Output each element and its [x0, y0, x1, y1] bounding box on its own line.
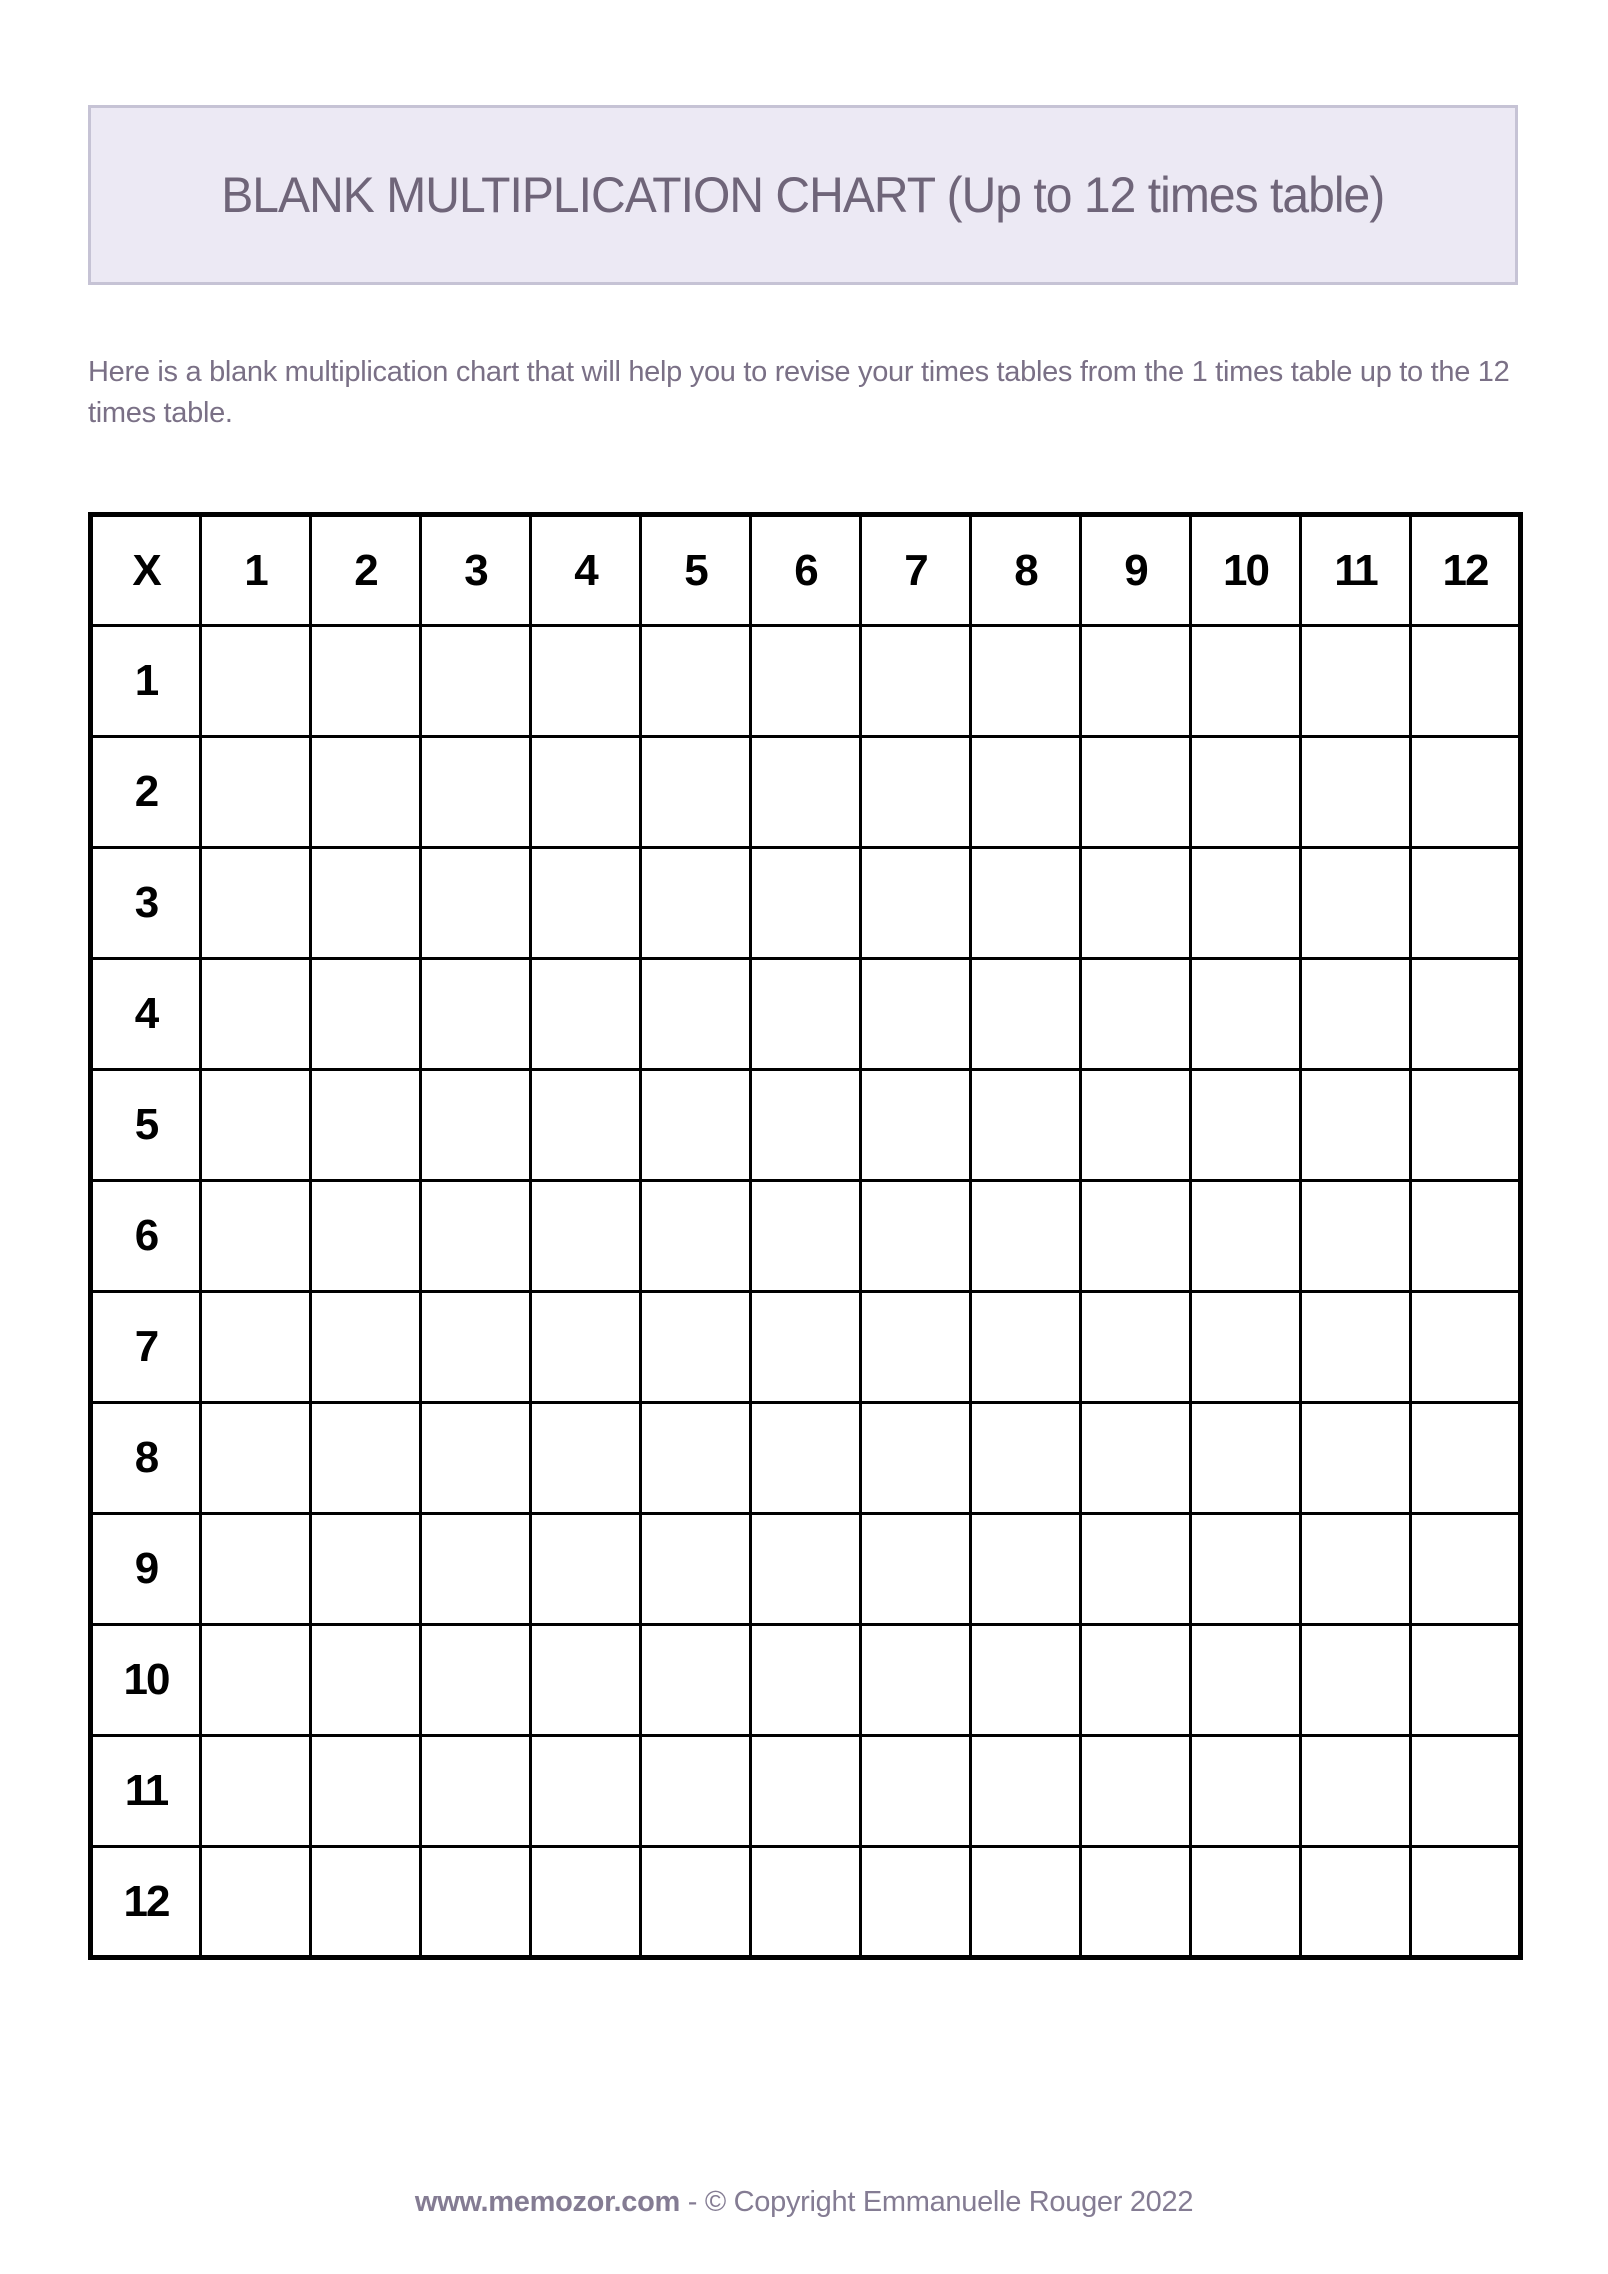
- empty-cell: [1411, 1514, 1521, 1625]
- empty-cell: [1191, 959, 1301, 1070]
- empty-cell: [1301, 626, 1411, 737]
- empty-cell: [531, 737, 641, 848]
- empty-cell: [531, 626, 641, 737]
- empty-cell: [641, 1181, 751, 1292]
- empty-cell: [861, 848, 971, 959]
- table-row: [91, 1736, 1521, 1847]
- empty-cell: [1301, 1847, 1411, 1958]
- footer-separator: -: [679, 2186, 705, 2218]
- empty-cell: [861, 626, 971, 737]
- empty-cell: [641, 1736, 751, 1847]
- empty-cell: [201, 1070, 311, 1181]
- empty-cell: [421, 848, 531, 959]
- empty-cell: [531, 1292, 641, 1403]
- empty-cell: [531, 1625, 641, 1736]
- table-corner-cell: X: [91, 515, 201, 626]
- empty-cell: [311, 1514, 421, 1625]
- intro-text: Here is a blank multiplication chart that will help you to revise your times tables from the 1 times table up to the 12 times table.: [88, 356, 1510, 430]
- empty-cell: [1411, 1292, 1521, 1403]
- row-header-cell: 4: [91, 959, 201, 1070]
- empty-cell: [751, 1181, 861, 1292]
- multiplication-table: [88, 512, 1523, 1960]
- empty-cell: [421, 737, 531, 848]
- empty-cell: [641, 959, 751, 1070]
- empty-cell: [861, 1292, 971, 1403]
- empty-cell: [531, 848, 641, 959]
- empty-cell: [1301, 1181, 1411, 1292]
- table-row: [91, 1070, 1521, 1181]
- column-header-cell: 7: [861, 515, 971, 626]
- empty-cell: [421, 959, 531, 1070]
- empty-cell: [1081, 737, 1191, 848]
- empty-cell: [971, 1181, 1081, 1292]
- table-row: [91, 1514, 1521, 1625]
- title-box: [88, 105, 1518, 285]
- footer-copyright-text: © Copyright Emmanuelle Rouger 2022: [704, 2186, 1194, 2218]
- table-row: [91, 1847, 1521, 1958]
- empty-cell: [311, 959, 421, 1070]
- column-header-cell: 1: [201, 515, 311, 626]
- empty-cell: [1411, 1070, 1521, 1181]
- empty-cell: [751, 1625, 861, 1736]
- column-header-cell: 10: [1191, 515, 1301, 626]
- empty-cell: [1081, 626, 1191, 737]
- empty-cell: [1191, 1736, 1301, 1847]
- empty-cell: [1191, 626, 1301, 737]
- empty-cell: [1301, 848, 1411, 959]
- empty-cell: [311, 1292, 421, 1403]
- empty-cell: [751, 1736, 861, 1847]
- empty-cell: [1301, 1736, 1411, 1847]
- empty-cell: [1191, 1403, 1301, 1514]
- empty-cell: [971, 626, 1081, 737]
- empty-cell: [751, 848, 861, 959]
- empty-cell: [971, 1847, 1081, 1958]
- empty-cell: [861, 1181, 971, 1292]
- page-title: BLANK MULTIPLICATION CHART (Up to 12 times table): [221, 167, 1385, 223]
- empty-cell: [1081, 1625, 1191, 1736]
- empty-cell: [531, 1514, 641, 1625]
- empty-cell: [1191, 848, 1301, 959]
- empty-cell: [1191, 1514, 1301, 1625]
- empty-cell: [1191, 1181, 1301, 1292]
- footer: [0, 2186, 1608, 2219]
- column-header-cell: 11: [1301, 515, 1411, 626]
- table-header-row: [91, 515, 1521, 626]
- empty-cell: [1081, 1292, 1191, 1403]
- table-row: [91, 959, 1521, 1070]
- empty-cell: [1081, 1181, 1191, 1292]
- empty-cell: [421, 1847, 531, 1958]
- empty-cell: [1411, 1403, 1521, 1514]
- empty-cell: [421, 1181, 531, 1292]
- empty-cell: [1301, 1292, 1411, 1403]
- empty-cell: [1301, 1514, 1411, 1625]
- empty-cell: [861, 1403, 971, 1514]
- empty-cell: [751, 1403, 861, 1514]
- column-header-cell: 8: [971, 515, 1081, 626]
- empty-cell: [1081, 848, 1191, 959]
- column-header-cell: 12: [1411, 515, 1521, 626]
- empty-cell: [971, 1403, 1081, 1514]
- empty-cell: [1301, 1070, 1411, 1181]
- row-header-cell: 9: [91, 1514, 201, 1625]
- empty-cell: [531, 959, 641, 1070]
- column-header-cell: 3: [421, 515, 531, 626]
- empty-cell: [421, 626, 531, 737]
- table-row: [91, 1181, 1521, 1292]
- empty-cell: [311, 1847, 421, 1958]
- empty-cell: [1191, 737, 1301, 848]
- column-header-cell: 5: [641, 515, 751, 626]
- empty-cell: [641, 626, 751, 737]
- empty-cell: [751, 737, 861, 848]
- empty-cell: [311, 1736, 421, 1847]
- column-header-cell: 9: [1081, 515, 1191, 626]
- empty-cell: [1411, 959, 1521, 1070]
- empty-cell: [531, 1181, 641, 1292]
- empty-cell: [201, 1514, 311, 1625]
- empty-cell: [201, 626, 311, 737]
- empty-cell: [641, 1292, 751, 1403]
- row-header-cell: 8: [91, 1403, 201, 1514]
- empty-cell: [751, 626, 861, 737]
- empty-cell: [861, 737, 971, 848]
- empty-cell: [531, 1736, 641, 1847]
- empty-cell: [751, 959, 861, 1070]
- empty-cell: [1301, 1403, 1411, 1514]
- empty-cell: [861, 959, 971, 1070]
- column-header-cell: 4: [531, 515, 641, 626]
- empty-cell: [1301, 1625, 1411, 1736]
- empty-cell: [311, 848, 421, 959]
- empty-cell: [641, 1403, 751, 1514]
- empty-cell: [971, 1070, 1081, 1181]
- empty-cell: [201, 1403, 311, 1514]
- empty-cell: [641, 737, 751, 848]
- empty-cell: [641, 1847, 751, 1958]
- empty-cell: [311, 1625, 421, 1736]
- empty-cell: [421, 1736, 531, 1847]
- empty-cell: [1081, 1736, 1191, 1847]
- empty-cell: [311, 1403, 421, 1514]
- empty-cell: [421, 1625, 531, 1736]
- empty-cell: [1411, 737, 1521, 848]
- empty-cell: [311, 626, 421, 737]
- empty-cell: [751, 1514, 861, 1625]
- table-row: [91, 626, 1521, 737]
- table-row: [91, 1403, 1521, 1514]
- empty-cell: [971, 848, 1081, 959]
- empty-cell: [1081, 1070, 1191, 1181]
- empty-cell: [421, 1403, 531, 1514]
- empty-cell: [311, 737, 421, 848]
- table-row: [91, 1292, 1521, 1403]
- empty-cell: [861, 1625, 971, 1736]
- empty-cell: [1411, 1181, 1521, 1292]
- empty-cell: [641, 1625, 751, 1736]
- empty-cell: [201, 1292, 311, 1403]
- empty-cell: [1411, 1625, 1521, 1736]
- empty-cell: [1081, 959, 1191, 1070]
- row-header-cell: 7: [91, 1292, 201, 1403]
- empty-cell: [531, 1070, 641, 1181]
- row-header-cell: 10: [91, 1625, 201, 1736]
- empty-cell: [1191, 1070, 1301, 1181]
- empty-cell: [971, 1625, 1081, 1736]
- empty-cell: [201, 1625, 311, 1736]
- empty-cell: [1301, 959, 1411, 1070]
- empty-cell: [311, 1070, 421, 1181]
- footer-site-text: www.memozor.com: [414, 2186, 680, 2218]
- empty-cell: [1301, 737, 1411, 848]
- empty-cell: [1191, 1847, 1301, 1958]
- empty-cell: [1411, 1736, 1521, 1847]
- empty-cell: [421, 1292, 531, 1403]
- row-header-cell: 6: [91, 1181, 201, 1292]
- empty-cell: [971, 1292, 1081, 1403]
- empty-cell: [1411, 848, 1521, 959]
- empty-cell: [201, 1847, 311, 1958]
- empty-cell: [311, 1181, 421, 1292]
- row-header-cell: 5: [91, 1070, 201, 1181]
- empty-cell: [1411, 1847, 1521, 1958]
- empty-cell: [751, 1292, 861, 1403]
- row-header-cell: 3: [91, 848, 201, 959]
- empty-cell: [641, 848, 751, 959]
- empty-cell: [201, 959, 311, 1070]
- empty-cell: [421, 1070, 531, 1181]
- empty-cell: [641, 1070, 751, 1181]
- empty-cell: [861, 1736, 971, 1847]
- empty-cell: [1081, 1403, 1191, 1514]
- empty-cell: [1411, 626, 1521, 737]
- empty-cell: [1191, 1625, 1301, 1736]
- empty-cell: [1191, 1292, 1301, 1403]
- empty-cell: [751, 1847, 861, 1958]
- empty-cell: [1081, 1847, 1191, 1958]
- empty-cell: [531, 1403, 641, 1514]
- table-row: [91, 737, 1521, 848]
- empty-cell: [641, 1514, 751, 1625]
- multiplication-table-body: [91, 515, 1521, 1958]
- column-header-cell: 2: [311, 515, 421, 626]
- empty-cell: [531, 1847, 641, 1958]
- row-header-cell: 12: [91, 1847, 201, 1958]
- empty-cell: [861, 1847, 971, 1958]
- empty-cell: [971, 1514, 1081, 1625]
- empty-cell: [971, 1736, 1081, 1847]
- table-row: [91, 848, 1521, 959]
- empty-cell: [421, 1514, 531, 1625]
- empty-cell: [201, 848, 311, 959]
- row-header-cell: 1: [91, 626, 201, 737]
- table-row: [91, 1625, 1521, 1736]
- row-header-cell: 11: [91, 1736, 201, 1847]
- empty-cell: [201, 1736, 311, 1847]
- empty-cell: [861, 1514, 971, 1625]
- empty-cell: [1081, 1514, 1191, 1625]
- empty-cell: [971, 959, 1081, 1070]
- empty-cell: [201, 1181, 311, 1292]
- empty-cell: [861, 1070, 971, 1181]
- empty-cell: [751, 1070, 861, 1181]
- row-header-cell: 2: [91, 737, 201, 848]
- empty-cell: [971, 737, 1081, 848]
- empty-cell: [201, 737, 311, 848]
- column-header-cell: 6: [751, 515, 861, 626]
